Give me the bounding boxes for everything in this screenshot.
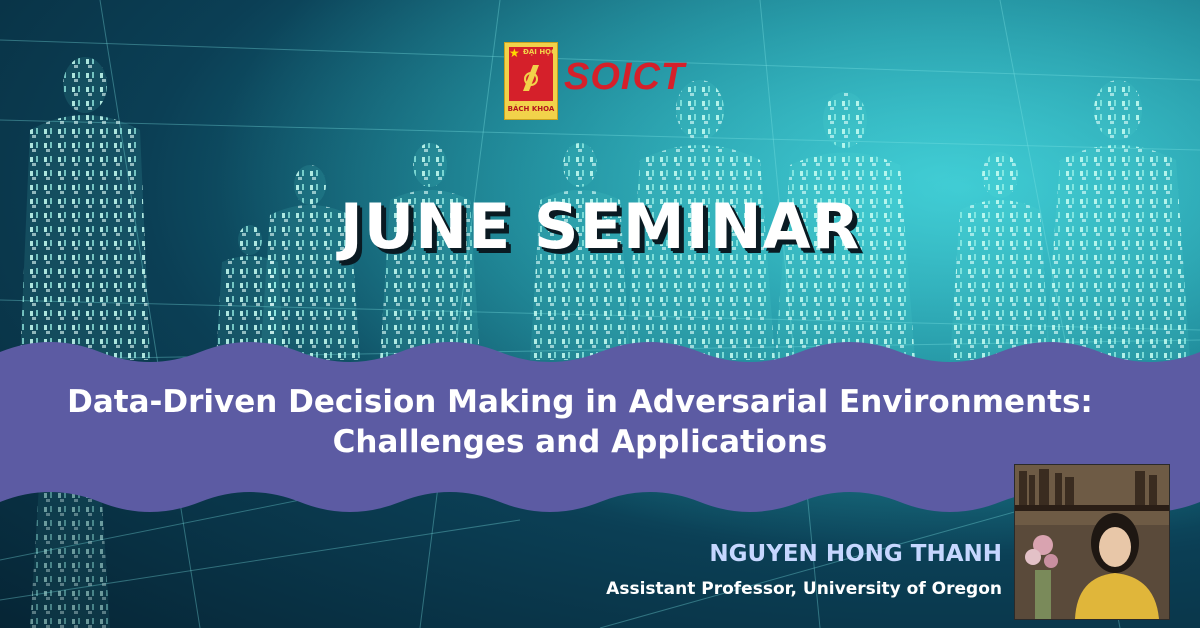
talk-title [30, 382, 1130, 462]
brand-name: SOICT [564, 56, 686, 98]
talk-title-line-2: Challenges and Applications [332, 424, 828, 460]
speaker-role: Assistant Professor, University of Oregon [606, 579, 1002, 599]
star-icon: ★ [509, 46, 520, 60]
talk-title-line-1: Data-Driven Decision Making in Adversarial Environments: [67, 384, 1093, 420]
speaker-photo [1014, 464, 1170, 620]
soict-logo [504, 42, 694, 120]
emblem-mark-icon [519, 61, 543, 95]
emblem-top-text: ĐẠI HỌC [523, 48, 557, 56]
bach-khoa-emblem [504, 42, 558, 120]
event-headline: JUNE SEMINAR [339, 190, 861, 263]
speaker-name: NGUYEN HONG THANH [709, 541, 1002, 567]
emblem-bottom-text: BÁCH KHOA [507, 105, 555, 113]
speaker-portrait-icon [1015, 465, 1169, 619]
